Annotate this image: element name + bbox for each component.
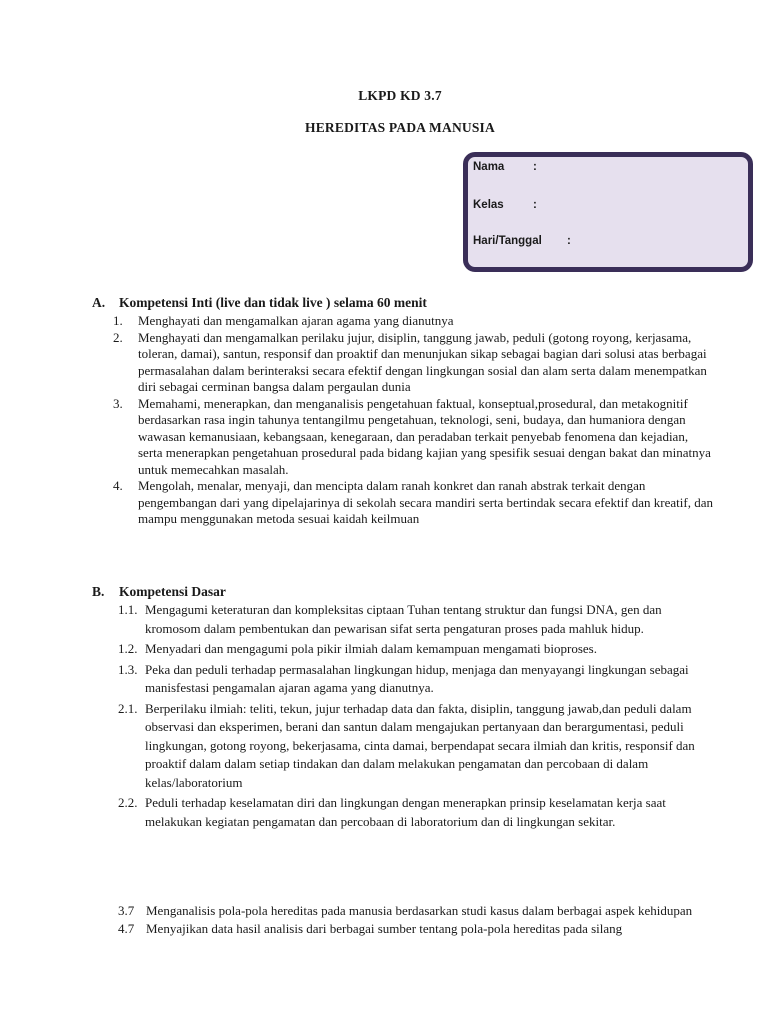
document-title: LKPD KD 3.7 — [358, 88, 442, 103]
list-item — [113, 313, 713, 330]
kompetensi-dasar-kd-list — [118, 903, 718, 938]
document-subtitle: HEREDITAS PADA MANUSIA — [305, 120, 495, 135]
item-text: Menghayati dan mengamalkan ajaran agama yang dianutnya — [138, 313, 454, 328]
list-item — [113, 478, 713, 528]
item-text: Menyajikan data hasil analisis dari berbagai sumber tentang pola-pola hereditas pada silang — [146, 920, 623, 936]
item-number: 4.7 — [118, 920, 135, 936]
item-number: 1.1. — [118, 602, 138, 617]
kompetensi-inti-list — [113, 313, 713, 528]
item-number: 1. — [113, 313, 123, 328]
kelas-label: Kelas — [473, 199, 504, 211]
list-item — [118, 661, 718, 698]
item-text: Menyadari dan mengagumi pola pikir ilmiah dalam kemampuan mengamati bioproses. — [145, 641, 597, 656]
list-item — [113, 396, 713, 479]
list-item — [118, 921, 718, 937]
item-number: 2.2. — [118, 795, 138, 810]
item-text: Menganalisis pola-pola hereditas pada manusia berdasarkan studi kasus dalam berbagai aspek kehidupan — [146, 903, 693, 918]
kelas-field — [473, 199, 537, 211]
hari-tanggal-colon: : — [567, 235, 571, 247]
hari-tanggal-label: Hari/Tanggal — [473, 235, 542, 247]
section-b-title: Kompetensi Dasar — [119, 584, 226, 599]
item-number: 4. — [113, 478, 123, 493]
item-text: Peka dan peduli terhadap permasalahan lingkungan hidup, menjaga dan menyayangi lingkungan sebagai manisfestasi pengamalan ajaran agama yang dianutnya. — [145, 661, 689, 695]
hari-tanggal-field — [473, 235, 571, 247]
item-number: 2. — [113, 329, 123, 345]
item-number: 1.2. — [118, 641, 138, 656]
kompetensi-dasar-list — [118, 601, 718, 831]
nama-colon: : — [533, 161, 537, 173]
student-identity-box — [463, 152, 753, 272]
nama-field — [473, 161, 537, 173]
item-text: Mengolah, menalar, menyaji, dan mencipta dalam ranah konkret dan ranah abstrak terkait dengan pengembangan dari yang dipelajarinya di sekolah secara mandiri serta bertindak secara efektif dan kreatif, dan mampu menggunakan metoda sesuai kaidah keilmuan — [138, 478, 713, 526]
list-item — [118, 903, 718, 919]
item-number: 1.3. — [118, 661, 138, 677]
item-text: Memahami, menerapkan, dan menganalisis pengetahuan faktual, konseptual,prosedural, dan metakognitif berdasarkan rasa ingin tahunya tentangilmu pengetahuan, teknologi, seni, budaya, dan humaniora dengan wawasan kemanusiaan, kebangsaan, kenegaraan, dan peradaban terkait penyebab fenomena dan kejadian, serta menerapkan pengetahuan prosedural pada bidang kajian yang spesifik sesuai dengan bakat dan minatnya untuk memecahkan masalah. — [138, 395, 711, 477]
item-number: 3. — [113, 395, 123, 411]
section-a-letter: A. — [92, 295, 106, 310]
kelas-colon: : — [533, 199, 537, 211]
item-number: 2.1. — [118, 700, 138, 716]
list-item — [118, 794, 718, 831]
nama-label: Nama — [473, 161, 505, 173]
item-text: Menghayati dan mengamalkan perilaku jujur, disiplin, tanggung jawab, peduli (gotong royong, kerjasama, toleran, damai), santun, responsif dan proaktif dan menunjukan sikap sebagai bagian dari solusi atas berbagai permasalahan dalam berinteraksi secara efektif dengan lingkungan sosial dan alam serta dalam menempatkan diri sebagai cerminan bangsa dalam pergaulan dunia — [138, 329, 707, 394]
item-text: Peduli terhadap keselamatan diri dan lingkungan dengan menerapkan prinsip keselamatan kerja saat melakukan kegiatan pengamatan dan percobaan di laboratorium dan di lingkungan sekitar. — [145, 795, 666, 829]
list-item — [118, 640, 718, 659]
item-text: Mengagumi keteraturan dan kompleksitas ciptaan Tuhan tentang struktur dan fungsi DNA, gen dan kromosom dalam pembentukan dan pewarisan sifat serta pengaturan proses pada mahluk hidup. — [145, 602, 662, 636]
item-number: 3.7 — [118, 903, 135, 918]
section-b-letter: B. — [92, 584, 105, 599]
list-item — [118, 700, 718, 793]
item-text: Berperilaku ilmiah: teliti, tekun, jujur terhadap data dan fakta, disiplin, tanggung jawab,dan peduli dalam observasi dan eksperimen, berani dan santun dalam mengajukan pertanyaan dan berargumentasi, peduli lingkungan, gotong royong, bekerjasama, cinta damai, berpendapat secara ilmiah dan kritis, responsif dan proaktif dalam dalam setiap tindakan dan dalam melakukan pengamatan dan percobaan di dalam kelas/laboratorium — [145, 700, 695, 790]
list-item — [113, 330, 713, 396]
list-item — [118, 601, 718, 638]
section-a-title: Kompetensi Inti (live dan tidak live ) selama 60 menit — [119, 295, 427, 310]
